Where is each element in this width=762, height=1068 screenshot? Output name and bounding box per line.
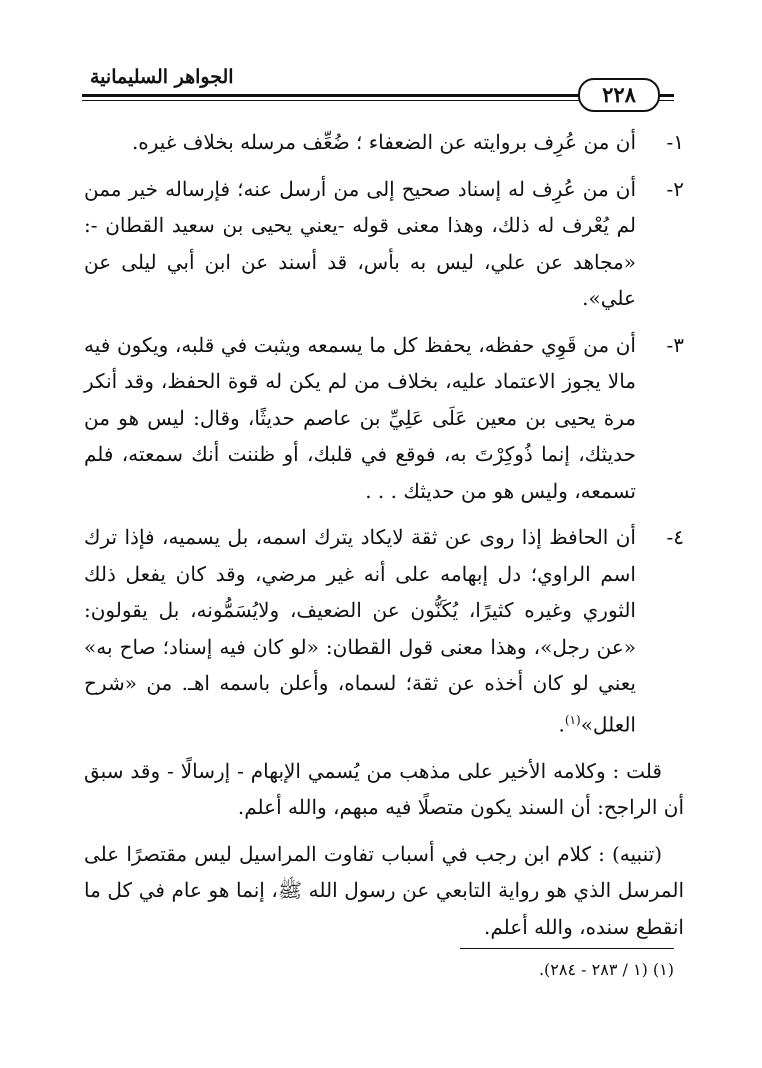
- footnote: (١) (١ / ٢٨٣ - ٢٨٤).: [538, 960, 674, 979]
- list-item: [84, 171, 684, 317]
- item-number: ٤-: [666, 525, 684, 549]
- item-text: أن من عُرِف بروايته عن الضعفاء ؛ ضُعِّف مرسله بخلاف غيره.: [131, 130, 636, 154]
- paragraph: (تنبيه) : كلام ابن رجب في أسباب تفاوت المراسيل ليس مقتصرًا على المرسل الذي هو رواية التابعي عن رسول الله ﷺ، إنما هو عام في كل ما انقطع سنده، والله أعلم.: [84, 841, 684, 939]
- book-title: الجواهر السليمانية: [84, 66, 240, 88]
- footnote-ref: (١): [564, 712, 581, 727]
- item-text: [84, 519, 636, 743]
- list-item: [84, 327, 684, 510]
- paragraph: قلت : وكلامه الأخير على مذهب من يُسمي الإبهام - إرسالًا - وقد سبق أن الراجح: أن السند يكون متصلًا فيه مبهم، والله أعلم.: [84, 758, 684, 820]
- item-text-body: أن الحافظ إذا روى عن ثقة لايكاد يترك اسمه، بل يسميه، فإذا ترك اسم الراوي؛ دل إبهامه على أنه غير مرضي، وقد كان يفعل ذلك الثوري وغيره كثيرًا، يُكَنُّون عن الضعيف، ولايُسَمُّونه، بل يقولون: «عن رجل»، وهذا معنى قول القطان: «لو كان فيه إسناد؛ صاح به» يعني لو كان أخذه عن ثقة؛ لسماه، وأعلن باسمه اهـ. من «شرح العلل»: [84, 525, 636, 737]
- item-text: أن من قَوِي حفظه، يحفظ كل ما يسمعه ويثبت في قلبه، ويكون فيه مالا يجوز الاعتماد عليه، بخلاف من لم يكن له قوة الحفظ، وقد أنكر مرة يحيى بن معين عَلَى عَلِيِّ بن عاصم حديثًا، وقال: ليس هو من حديثك، إنما ذُوكِرْتَ به، فوقع في قلبك، أو ظننت أنك سمعته، فلم تسمعه، وليس هو من حديثك . . .: [84, 332, 636, 503]
- page-number: ٢٢٨: [578, 78, 660, 112]
- item-text-end: .: [558, 712, 565, 737]
- main-text: [84, 124, 684, 955]
- footnote-rule: [460, 948, 674, 949]
- item-number: ١-: [666, 130, 684, 154]
- list-item: [84, 519, 684, 743]
- item-number: ٢-: [666, 176, 684, 201]
- item-text: أن من عُرِف له إسناد صحيح إلى من أرسل عنه؛ فإرساله خير ممن لم يُعْرف له ذلك، وهذا معنى قوله -يعني يحيى بن سعيد القطان -: «مجاهد عن علي، ليس به بأس، قد أسند عن ابن أبي ليلى عن علي».: [84, 176, 636, 310]
- item-number: ٣-: [666, 332, 684, 357]
- list-item: [84, 124, 684, 161]
